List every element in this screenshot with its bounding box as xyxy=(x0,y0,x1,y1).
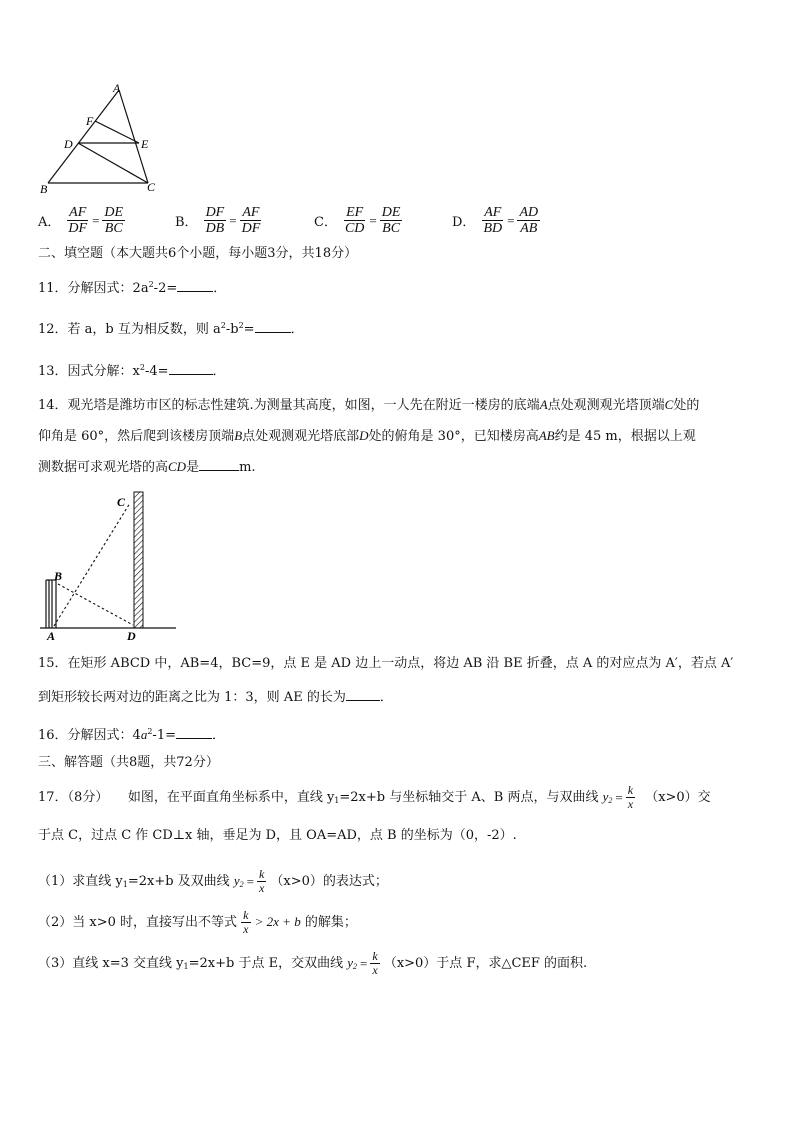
label-D: D xyxy=(127,629,136,643)
answer-blank[interactable] xyxy=(199,458,239,471)
answer-blank[interactable] xyxy=(169,362,213,375)
label-B: B xyxy=(40,182,48,195)
label-D: D xyxy=(64,137,73,151)
answer-blank[interactable] xyxy=(255,320,291,333)
answer-blank[interactable] xyxy=(346,688,380,701)
question-17-part-3: （3）直线 x=3 交直线 $y_1=2x+b$ 于点 E，交双曲线 $y_2$ = $\frac{k}{x}$ （x>0）于点 F，求△CEF 的面积. xyxy=(38,949,588,977)
option-d: D． $\frac{AF}{BD}$ = $\frac{AD}{AB}$ xyxy=(452,205,539,236)
label-A: A xyxy=(47,629,56,643)
question-17-part-1: （1）求直线 $y_1=2x+b$ 及双曲线 $y_2$ = $\frac{k}{x}$ （x>0）的表达式； xyxy=(38,867,388,895)
triangle-figure xyxy=(36,80,166,195)
question-14-line-2: 仰角是 60°，然后爬到该楼房顶端B点处观测观光塔底部D处的俯角是 30°，已知楼房高AB约是 45 m，根据以上观 xyxy=(38,428,696,444)
label-A: A xyxy=(113,81,121,95)
option-b: B． $\frac{DF}{DB}$ = $\frac{AF}{DF}$ xyxy=(175,205,261,236)
question-15-line-1: 15．在矩形 ABCD 中，AB=4，BC=9，点 E 是 AD 边上一动点，将边 AB 沿 BE 折叠，点 A 的对应点为 A′，若点 A′ xyxy=(38,656,734,671)
label-E: E xyxy=(141,137,149,151)
question-17-line-2: 于点 C，过点 C 作 CD⊥x 轴，垂足为 D，且 OA=AD，点 B 的坐标为（0，-2）. xyxy=(38,828,517,843)
label-C: C xyxy=(117,495,126,509)
option-c: C． $\frac{EF}{CD}$ = $\frac{DE}{BC}$ xyxy=(314,205,401,236)
question-16: 16．分解因式：$4a^2-1=$ ． xyxy=(38,727,225,743)
section-3-heading: 三、解答题（共8题，共72分） xyxy=(38,755,219,770)
answer-blank[interactable] xyxy=(176,726,212,739)
question-15-line-2: 到矩形较长两对边的距离之比为 1：3，则 AE 的长为 ． xyxy=(38,690,393,705)
question-12: 12．若 a，b 互为相反数，则 $a^2-b^2=$ ． xyxy=(38,321,304,337)
question-14-line-3: 测数据可求观光塔的高CD是 m. xyxy=(38,459,256,475)
section-2-heading: 二、填空题（本大题共6个小题，每小题3分，共18分） xyxy=(38,246,358,261)
label-C: C xyxy=(147,180,156,194)
tower-figure xyxy=(36,488,181,643)
label-B: B xyxy=(54,569,63,583)
question-13: 13．因式分解：$x^2-4=$ ． xyxy=(38,363,226,379)
question-17-line-1: 17．（8分） 如图，在平面直角坐标系中，直线 $y_1=2x+b$ 与坐标轴交于 A、B 两点，与双曲线 $y_2$ = $\frac{k}{x}$ （x>0）交 xyxy=(38,783,711,811)
label-F: F xyxy=(86,114,94,128)
question-17-part-2: （2）当 x>0 时，直接写出不等式 $\frac{k}{x}$ > 2x + b 的解集； xyxy=(38,908,357,936)
question-11: 11．分解因式：$2a^2-2=$ ． xyxy=(38,280,227,296)
answer-blank[interactable] xyxy=(177,279,213,292)
question-14-line-1: 14．观光塔是潍坊市区的标志性建筑.为测量其高度，如图，一人先在附近一楼房的底端A点处观测观光塔顶端C处的 xyxy=(38,397,700,413)
option-a: A． $\frac{AF}{DF}$ = $\frac{DE}{BC}$ xyxy=(38,205,124,236)
